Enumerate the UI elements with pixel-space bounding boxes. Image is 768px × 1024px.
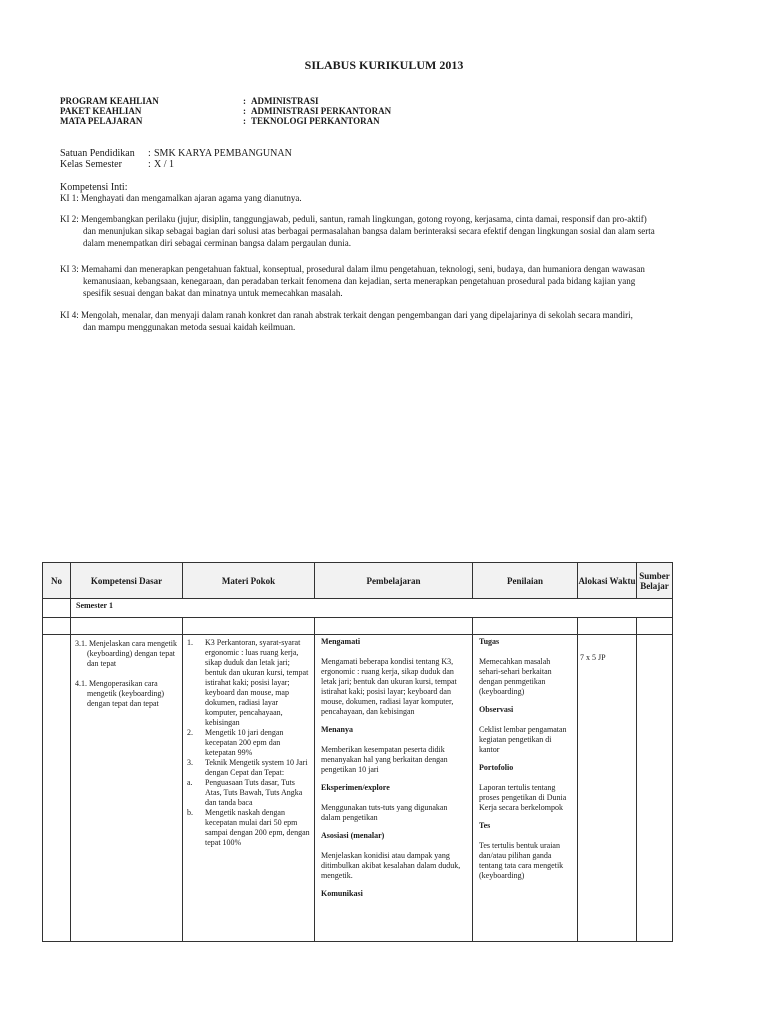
pembelajaran-text: Menjelaskan konidisi atau dampak yang ditimbulkan akibat kesalahan dalam duduk, mengetik.	[321, 851, 461, 880]
ki-1	[60, 192, 720, 204]
penilaian-heading: Portofolio	[479, 763, 514, 772]
ki-3	[60, 263, 720, 299]
penilaian-text: Memecahkan masalah sehari-sehari berkaitan dengan penmgetikan (keyboarding)	[479, 657, 552, 696]
header-pembelajaran: Pembelajaran	[315, 563, 473, 599]
ki-line	[60, 263, 720, 275]
ki-text: Mengembangkan perilaku (jujur, disiplin, tanggungjawab, peduli, santun, ramah lingkungan, gotong royong, kerjasama, cinta damai, responsif dan pro-aktif)	[81, 214, 647, 224]
materi-text: Mengetik 10 jari dengan kecepatan 200 epm dan ketepatan 99%	[205, 728, 284, 757]
materi-text: Mengetik naskah dengan kecepatan mulai dari 50 epm sampai dengan 200 epm, dengan tepat 100%	[205, 808, 310, 847]
mapel-row	[60, 116, 380, 126]
ki-line: dalam menempatkan diri sebagai cerminan bangsa dalam pergaulan dunia.	[83, 238, 351, 248]
penilaian-heading: Tes	[479, 821, 491, 830]
kompetensi-dasar-cell	[71, 635, 183, 942]
materi-number: 3.	[187, 758, 193, 767]
syllabus-table	[42, 562, 673, 942]
header-materi-pokok: Materi Pokok	[183, 563, 315, 599]
satuan-label: Satuan Pendidikan	[60, 148, 135, 159]
header-alokasi-waktu: Alokasi Waktu	[578, 563, 637, 599]
materi-item	[187, 638, 311, 728]
materi-text: Teknik Mengetik system 10 Jari dengan Cepat dan Tepat:	[205, 758, 308, 777]
materi-number: a.	[187, 778, 193, 787]
penilaian-text: Tes tertulis bentuk uraian dan/atau pilihan ganda tentang tata cara mengetik (keyboarding)	[479, 841, 564, 880]
pembelajaran-text: Mengamati beberapa kondisi tentang K3, ergonomic : ruang kerja, sikap duduk dan letak jari; bentuk dan ukuran kursi, tempat istirahat kaki; posisi layar; keyboard dan mouse, dokumen, radiasi layar komputer, pencahayaan, dan kebisingan	[321, 657, 457, 716]
document-title: SILABUS KURIKULUM 2013	[304, 58, 464, 72]
pembelajaran-heading: Asosiasi (menalar)	[321, 831, 385, 840]
ki-code: KI 4:	[60, 310, 79, 320]
header-penilaian: Penilaian	[473, 563, 578, 599]
header-no: No	[43, 563, 71, 599]
ki-text: Mengolah, menalar, dan menyaji dalam ranah konkret dan ranah abstrak terkait dengan pengembangan dari yang dipelajarinya di sekolah secara mandiri,	[81, 310, 633, 320]
penilaian-heading: Tugas	[479, 637, 500, 646]
table-cell	[183, 618, 315, 635]
materi-text: K3 Perkantoran, syarat-syarat ergonomic : luas ruang kerja, sikap duduk dan letak jari; bentuk dan ukuran kursi, tempat istirahat kaki; posisi layar; keyboard dan mouse, map dokumen, radiasi layar komputer, pencahayaan, kebisingan	[205, 638, 309, 727]
mapel-sep: :	[243, 116, 246, 126]
semester-row	[43, 599, 673, 618]
paket-row	[60, 106, 391, 116]
materi-text: Penguasaan Tuts dasar, Tuts Atas, Tuts Bawah, Tuts Angka dan tanda baca	[205, 778, 303, 807]
materi-item	[187, 778, 311, 808]
ki-code: KI 2:	[60, 214, 79, 224]
header-sumber-belajar: Sumber Belajar	[637, 563, 673, 599]
ki-code: KI 3:	[60, 264, 79, 274]
ki-line: dan mampu menggunakan metoda sesuai kaidah keilmuan.	[83, 322, 296, 332]
materi-pokok-cell	[183, 635, 315, 942]
penilaian-text: Laporan tertulis tentang proses pengetikan di Dunia Kerja secara berkelompok	[479, 783, 567, 812]
table-cell	[473, 618, 578, 635]
ki-4	[60, 309, 720, 333]
materi-item	[187, 808, 311, 848]
penilaian-heading: Observasi	[479, 705, 514, 714]
table-cell	[578, 618, 637, 635]
blank-row	[43, 618, 673, 635]
materi-number: 2.	[187, 728, 193, 737]
ki-2	[60, 213, 720, 249]
kd-item: 4.1. Mengoperasikan cara mengetik (keyboarding) dengan tepat dan tepat	[75, 679, 165, 708]
kelas-label: Kelas Semester	[60, 159, 122, 170]
mapel-label: MATA PELAJARAN	[60, 116, 143, 126]
materi-number: 1.	[187, 638, 193, 647]
ki-code: KI 1:	[60, 193, 79, 203]
kd-item: 3.1. Menjelaskan cara mengetik (keyboarding) dengan tepat dan tepat	[75, 639, 177, 668]
materi-number: b.	[187, 808, 193, 817]
satuan-sep: :	[148, 148, 151, 159]
pembelajaran-heading: Menanya	[321, 725, 353, 734]
program-row	[60, 96, 319, 106]
ki-line	[60, 192, 720, 204]
paket-sep: :	[243, 106, 246, 116]
table-cell	[637, 618, 673, 635]
paket-value: ADMINISTRASI PERKANTORAN	[251, 106, 392, 116]
mapel-value: TEKNOLOGI PERKANTORAN	[251, 116, 380, 126]
paket-label: PAKET KEAHLIAN	[60, 106, 142, 116]
program-label: PROGRAM KEAHLIAN	[60, 96, 159, 106]
table-header-row	[43, 563, 673, 599]
ki-text: Menghayati dan mengamalkan ajaran agama yang dianutnya.	[81, 193, 302, 203]
ki-line: dan menunjukan sikap sebagai bagian dari solusi atas berbagai permasalahan bangsa dalam berinteraksi secara efektif dengan lingkungan sosial dan alam serta	[83, 226, 655, 236]
pembelajaran-text: Menggunakan tuts-tuts yang digunakan dalam pengetikan	[321, 803, 448, 822]
program-sep: :	[243, 96, 246, 106]
table-cell	[71, 618, 183, 635]
ki-line: kemanusiaan, kebangsaan, kenegaraan, dan peradaban terkait fenomena dan kejadian, serta menerapkan pengetahuan prosedural pada bidang kajian yang	[83, 276, 636, 286]
ki-heading: Kompetensi Inti:	[60, 182, 128, 193]
penilaian-text: Ceklist lembar pengamatan kegiatan pengetikan di kantor	[479, 725, 567, 754]
alokasi-waktu-cell: 7 x 5 JP	[578, 635, 637, 942]
penilaian-cell	[473, 635, 578, 942]
satuan-value: SMK KARYA PEMBANGUNAN	[154, 148, 292, 159]
pembelajaran-text: Memberikan kesempatan peserta didik menanyakan hal yang berkaitan dengan pengetikan 10 jari	[321, 745, 448, 774]
satuan-row	[60, 148, 292, 159]
sumber-belajar-cell	[637, 635, 673, 942]
pembelajaran-cell	[315, 635, 473, 942]
pembelajaran-heading: Eksperimen/explore	[321, 783, 390, 792]
table-cell	[43, 618, 71, 635]
table-cell	[43, 599, 71, 618]
program-value: ADMINISTRASI	[251, 96, 319, 106]
kelas-row	[60, 159, 174, 170]
materi-item	[187, 728, 311, 758]
table-row	[43, 635, 673, 942]
semester-label: Semester 1	[71, 599, 673, 618]
ki-line	[60, 213, 720, 225]
kelas-value: X / 1	[154, 159, 174, 170]
header-kompetensi-dasar: Kompetensi Dasar	[71, 563, 183, 599]
no-cell	[43, 635, 71, 942]
table-cell	[315, 618, 473, 635]
ki-line	[60, 309, 720, 321]
materi-item	[187, 758, 311, 778]
ki-text: Memahami dan menerapkan pengetahuan faktual, konseptual, prosedural dalam ilmu pengetahuan, teknologi, seni, budaya, dan humaniora dengan wawasan	[81, 264, 645, 274]
pembelajaran-heading: Komunikasi	[321, 889, 363, 898]
pembelajaran-heading: Mengamati	[321, 637, 361, 646]
ki-line: spesifik sesuai dengan bakat dan minatnya untuk memecahkan masalah.	[83, 288, 343, 298]
kelas-sep: :	[148, 159, 151, 170]
